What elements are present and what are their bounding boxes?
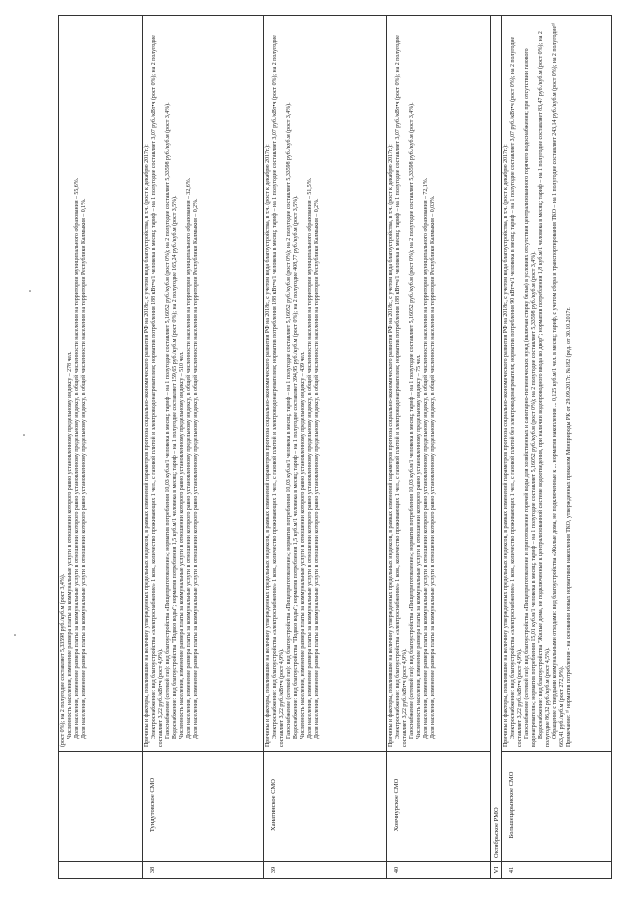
table-row-continued [58, 16, 142, 878]
table-row [142, 16, 263, 878]
table-row [263, 16, 386, 878]
text-line: Численность населения, изменение размера платы за коммунальные услуги в отношении которого равно установленному предельному индексу – 75 чел. [415, 354, 422, 739]
scan-speck [14, 634, 16, 636]
text-line: Численность населения, изменение размера платы за коммунальные услуги в отношении которого равно установленному предельному индексу – 510 чел. [178, 351, 185, 739]
municipality-name: Большецарынское СМО [502, 751, 611, 861]
text-line: Причины и факторы, повлиявшие на величину утвержденных предельных индексов, в рамках изменений параметров прогноза социально-экономического развития РФ на 2018г., с учетом вида благоустройства, в т.ч. (рост к декабрю 2017г.): [144, 144, 150, 747]
description-cell [143, 16, 263, 751]
document-table [58, 15, 612, 879]
text-line: Электроснабжение: вид благоустройства «электроснабжение» 1 ком., количество проживающих 1 чел., с газовой плитой и электроводонагревателем; норматив потребления 188 кВт•ч/1 человека в месяц; тариф – на 1 полугодие составляет 3,07 руб./кВт•ч (рост 0%); на 2 полугодие составляет 3,22 руб./кВт•ч (рост 4,9%). [394, 35, 408, 747]
text-line: Водоснабжение: вид благоустройства "Подвоз воды"; норматив потребления 1,5 куб.м/1 человека в месяц; тариф – на 1 полугодие составляет 159,65 руб./куб.м (рост 0%); на 2 полугодие 165,24 руб./куб.м (рост 3,5%). [171, 195, 178, 739]
text-line: (рост 0%); на 2 полугодие составляет 5,33598 руб./куб.м (рост 3,4%). [60, 573, 66, 747]
text-line: Газоснабжение (сетевой газ): вид благоустройства «Пищеприготовление»; норматив потребления 10,03 куб.м/1 человека в месяц; тариф – на 1 полугодие составляет 5,16052 руб./куб.м (рост 0%); на 2 полугодие составляет 5,33598 руб./куб.м (рост 3,4%). [285, 102, 292, 739]
text-line: Водоснабжение: вид благоустройства "Подвоз воды"; норматив потребления 1,5 куб.м/1 человека в месяц; тариф – на 1 полугодие составляет 394,95 руб./куб.м (рост 0%); на 2 полугодие 408,77 руб./куб.м (рост 3,5%). [292, 195, 299, 739]
text-line: Доля населения, изменение размера платы за коммунальные услуги в отношении которого равно установленному предельному индексу, в общей численности населения на территории муниципального образования – 55,6%. [73, 177, 80, 739]
text-line: Причины и факторы, повлиявшие на величину утвержденных предельных индексов, в рамках изменений параметров прогноза социально-экономического развития РФ на 2018г., с учетом вида благоустройства, в т.ч. (рост к декабрю 2017г.): [503, 144, 509, 747]
text-line: Доля населения, изменение размера платы за коммунальные услуги в отношении которого равно установленному предельному индексу, в общей численности населения на территории Республики Калмыкия – 0,03%. [429, 195, 436, 739]
text-line: Доля населения, изменение размера платы за коммунальные услуги в отношении которого равно установленному предельному индексу, в общей численности населения на территории Республики Калмыкия – 0,2%. [192, 198, 199, 739]
table-row [386, 16, 490, 878]
municipality-cell [59, 751, 142, 861]
text-line: Численность населения, изменение размера платы за коммунальные услуги в отношении которого равно установленному предельному индексу – 278 чел. [66, 351, 73, 739]
description-cell [387, 16, 490, 751]
scan-speck [23, 434, 25, 436]
row-number-cell [59, 861, 142, 878]
row-number-cell: 41 [502, 861, 611, 878]
text-line: Причины и факторы, повлиявшие на величину утвержденных предельных индексов, в рамках изменений параметров прогноза социально-экономического развития РФ на 2018г., с учетом вида благоустройства, в т.ч. (рост к декабрю 2017г.): [265, 144, 271, 747]
section-number: VI [491, 861, 501, 878]
description-cell [264, 16, 386, 751]
text-line: Электроснабжение: вид благоустройства «электроснабжение» 1 ком., количество проживающих 1 чел., с газовой плитой и электроводонагревателем; норматив потребления 188 кВт•ч/1 человека в месяц; тариф – на 1 полугодие составляет 3,07 руб./кВт•ч (рост 0%); на 2 полугодие составляет 3,22 руб./кВт•ч (рост 4,9%). [271, 35, 285, 747]
section-row [490, 16, 501, 878]
row-number-cell: 38 [143, 861, 263, 878]
description-cell [502, 16, 611, 751]
text-line: Доля населения, изменение размера платы за коммунальные услуги в отношении которого равно установленному предельному индексу, в общей численности населения на территории муниципального образования – 72,1%. [422, 177, 429, 739]
municipality-name: Ханатинское СМО [264, 751, 386, 861]
section-title: Октябрьское РМО [493, 807, 500, 858]
text-line: Численность населения, изменение размера платы за коммунальные услуги в отношении которого равно установленному предельному индексу – 439 чел. [299, 351, 306, 739]
text-line: Водоснабжение: вид благоустройства "Жилые дома, не подключенные к централизованной системе водоотведения, при наличии водопроводного ввода во двор"; норматив потребления 1,8 куб.м/1 человека в месяц; тариф – на 1 полугодие составляет 83,47 руб./куб.м (рост 0%); на 2 полугодие 86,32 руб./куб.м (рост 4,5%). [537, 31, 551, 747]
text-line: Причины и факторы, повлиявшие на величину утвержденных предельных индексов, в рамках изменений параметров прогноза социально-экономического развития РФ на 2018г., с учетом вида благоустройства, в т.ч. (рост к декабрю 2017г.): [388, 144, 394, 747]
text-line: Доля населения, изменение размера платы за коммунальные услуги в отношении которого равно установленному предельному индексу, в общей численности населения на территории Республики Калмыкия – 0,1%. [80, 198, 87, 739]
footnote-line: Примечание: ¹⁾ норматив потребления - на основании новых нормативов накопления ТКО, утвержденных приказом Минприроды РК от 29.09.2017г. №182 (ред. от 30.10.2017г. [565, 307, 572, 747]
text-line: Доля населения, изменение размера платы за коммунальные услуги в отношении которого равно установленному предельному индексу, в общей численности населения на территории муниципального образования – 32,6%. [185, 177, 192, 739]
text-line: Газоснабжение (сетевой газ): вид благоустройства «Пищеприготовление и приготовление горячей воды для хозяйственных и санитарно-гигиенических нужд (включая стирку белья) в условиях отсутствия централизованного горячего водоснабжения; при отсутствии газового водонагревателя»; норматив потребления 15,01 куб.м/1 человека в месяц; тариф – на 1 полугодие составляет 5,16052 руб./куб.м (рост 0%); на 2 полугодие составляет 5,33598 руб./куб.м (рост 3,4%). [523, 48, 537, 747]
text-line: Обращение с твердыми коммунальными отходами: вид благоустройства «Жилые дома, не подключенные к ... норматив накопления ... 0,125 куб.м/1 чел. в месяц; тариф, с учетом сбора и транспортирования ТКО – на 1 полугодие составляет 243,14 руб./куб.м (рост 0%); на 2 полугодие¹⁾ 663,41 руб./куб.м (рост 272,9%). [551, 22, 565, 747]
text-line: Газоснабжение (сетевой газ): вид благоустройства «Пищеприготовление»; норматив потребления 10,03 куб.м/1 человека в месяц; тариф – на 1 полугодие составляет 5,16052 руб./куб.м (рост 0%); на 2 полугодие составляет 5,33598 руб./куб.м (рост 3,4%). [408, 102, 415, 739]
municipality-name: Хончнурское СМО [387, 751, 490, 861]
row-number-cell: 40 [387, 861, 490, 878]
text-line: Электроснабжение: вид благоустройства «электроснабжение» 1 ком., количество проживающих 1 чел., с газовой плитой и электроводонагревателем; норматив потребления 188 кВт•ч/1 человека в месяц; тариф – на 1 полугодие составляет 3,07 руб./кВт•ч (рост 0%); на 2 полугодие составляет 3,22 руб./кВт•ч (рост 4,9%). [150, 35, 164, 747]
scan-speck [29, 290, 31, 292]
text-line: Доля населения, изменение размера платы за коммунальные услуги в отношении которого равно установленному предельному индексу, в общей численности населения на территории муниципального образования – 51,5%. [306, 177, 313, 739]
municipality-name: Тундутовское СМО [143, 751, 263, 861]
row-number-cell: 39 [264, 861, 386, 878]
text-line: Электроснабжение: вид благоустройства «электроснабжение» 1 ком., количество проживающих 1 чел., с газовой плитой без электроводонагревателя; норматив потребления 90 кВт•ч/1 человека в месяц; тариф – на 1 полугодие составляет 3,07 руб./кВт•ч (рост 0%); на 2 полугодие составляет 3,22 руб./кВт•ч (рост 4,9%). [509, 36, 523, 747]
text-line: Доля населения, изменение размера платы за коммунальные услуги в отношении которого равно установленному предельному индексу, в общей численности населения на территории Республики Калмыкия – 0,2%. [313, 198, 320, 739]
description-cell [59, 16, 142, 751]
text-line: Газоснабжение (сетевой газ): вид благоустройства «Пищеприготовление»; норматив потребления 10,03 куб.м/1 человека в месяц; тариф – на 1 полугодие составляет 5,16052 руб./куб.м (рост 0%); на 2 полугодие составляет 5,33598 руб./куб.м (рост 3,4%). [164, 102, 171, 739]
table-row [501, 16, 612, 878]
